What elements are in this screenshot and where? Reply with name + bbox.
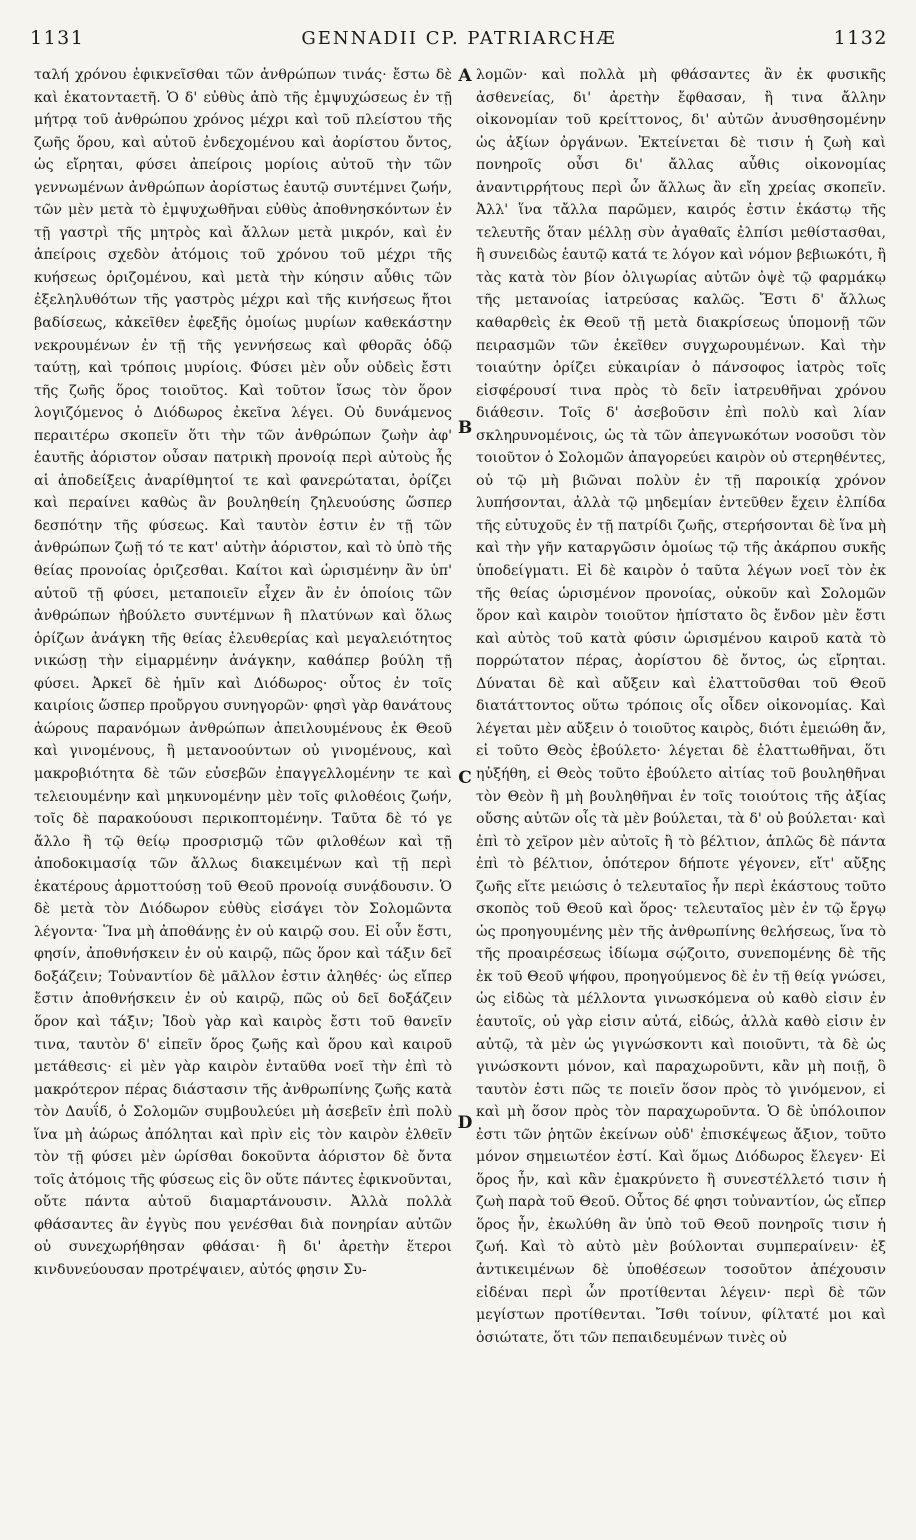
right-text-column — [476, 64, 886, 1494]
section-marker-a: A — [458, 66, 472, 86]
section-marker-b: B — [457, 418, 473, 438]
page-number-right: 1132 — [833, 27, 888, 49]
left-text-column — [34, 64, 452, 1494]
section-marker-c: C — [458, 768, 472, 788]
right-column-text: λομῶν· καὶ πολλὰ μὴ φθάσαντες ἂν ἐκ φυσικῆς ἀσθενείας, δι' ἀρετὴν ἔφθασαν, ἢ τινα ἄλλην οἰκονομίαν τοῦ κρείττονος, δι' αὐτῶν ἀνυσθησομένην ὡς ἀξίων ὀργάνων. Ἐκτείνεται δὲ τισιν ἡ ζωὴ καὶ πονηροῖς οὖσι δι' ἄλλας αὖθις οἰκονομίας ἀναντιρρήτους περὶ ὧν ἄλλως ἂν εἴη χρείας σκοπεῖν. Ἀλλ' ἵνα τἄλλα παρῶμεν, καιρός ἐστιν ἑκάστῳ τῆς τελευτῆς ὅταν μέλλῃ σὺν ἀγαθαῖς ἐλπίσι μεθίστασθαι, ἢ συνειδὼς ἑαυτῷ κατά τε λόγον καὶ νόμον βεβιωκότι, ἢ τὰς κατὰ τὸν βίον ὀλιγωρίας αὐτῶν ὀψὲ τῷ φαρμάκῳ τῆς μετανοίας ἰατρεύσας καλῶς. Ἔστι δ' ἄλλως καθαρθεὶς ἐκ Θεοῦ τῇ μετὰ διακρίσεως ὑπομονῇ τῶν πειρασμῶν τῶν ἐκεῖθεν συγχωρουμένων. Καὶ τὴν τοιαύτην ὁρίζει εὐκαιρίαν ὁ πάνσοφος ἰατρὸς τοῖς εἰσφέρουσί τινα πρὸς τὸ δεῖν ἰατρευθῆναι χρόνου διάθεσιν. Τοῖς δ' ἀσεβοῦσιν ἐπὶ πολὺ καὶ λίαν σκληρυνομένοις, ὡς τὰ τῶν ἀπεγνωκότων νοσοῦσι τὸν τοιοῦτον ὁ Σολομῶν ἀπαγορεύει καιρὸν οὐ στερηθέντες, οὐ τῷ μὴ βιῶναι πολὺν ἐν τῇ παροικίᾳ χρόνον λυπήσονται, ἀλλὰ τῷ μηδεμίαν ἐντεῦθεν ἔχειν ἐλπίδα τῆς εὐτυχοῦς ἐν τῇ πατρίδι ζωῆς, στερήσονται δὲ ἵνα μὴ καὶ τὴν γῆν καταργῶσιν ὁμοίως τῷ τῆς ἀκάρπου συκῆς ὑποδείγματι. Εἰ δὲ καιρὸν ὁ ταῦτα λέγων νοεῖ τὸν ἐκ τῆς θείας ὡρισμένον προνοίας, οὐκοῦν καὶ Σολομῶν ὅρον καὶ καιρὸν τοιοῦτον ἠπίστατο ὃς ἔνδον μὲν ἔστι καὶ αὐτὸς τοῦ κατὰ φύσιν ὡρισμένου καιροῦ κατὰ τὸ πορρώτατον πέρας, ἀορίστου δὲ ὄντος, ὡς εἴρηται. Δύναται δὲ καὶ αὔξειν καὶ ἐλαττοῦσθαι τοῦ Θεοῦ διατάττοντος οὕτω τρόποις οἷς οἶδεν οἰκονομίας. Καὶ λέγεται μὲν αὔξειν ὁ τοιοῦτος καιρὸς, διότι ἐμειώθη ἄν, εἰ τοῦτο Θεὸς ἐβούλετο· λέγεται δὲ ἐλαττωθῆναι, ὅτι ηὐξήθη, εἰ Θεὸς τοῦτο ἐβούλετο αἰτίας τοῦ βουληθῆναι τὸν Θεὸν ἢ μὴ βουληθῆναι ἐν τοῖς τοιούτοις τῆς ἀξίας οὔσης αὐτῶν οἷς τὰ μὲν βούλεται, τὰ δ' οὐ βούλεται· καὶ ἐπὶ τὸ χεῖρον μὲν αὐτοῖς ἢ τὸ βέλτιον, ἁπλῶς δὲ πάντα ἐπὶ τὸ βέλτιον, ὁπότερον δήποτε γέγονεν, εἴτ' αὔξης ζωῆς εἴτε μειώσις ὁ τελευταῖος ἦν περὶ ἑκάστους τοῦτο σκοπὸς τοῦ Θεοῦ καὶ ὅρος· τελευταῖος μὲν ἐν τῷ ἔργῳ ὡς προηγουμένης μὲν τῆς ἀνθρωπίνης θελήσεως, ἵνα τὸ τῆς προαιρέσεως ἰδίωμα σῴζοιτο, συνεπομένης δὲ τῆς ἐκ τοῦ Θεοῦ ψήφου, προηγούμενος δὲ ἐν τῇ θείᾳ γνώσει, ὡς εἰδὼς τὰ μέλλοντα γινωσκόμενα οὐ καθὸ εἰσιν ἐν ἑαυτοῖς, οὐ γὰρ εἰσιν αὐτά, εἰδώς, ἀλλὰ καθὸ εἰσιν ἐν αὐτῷ, τὰ μὲν ὡς γιγνώσκοντι καὶ ποιοῦντι, τὰ δὲ ὡς γινώσκοντι μόνον, καὶ παραχωροῦντι, κἂν μὴ ποιῇ, ὃ ταυτὸν ἐστι πῶς τε ποιεῖν ὅσον πρὸς τὸ γινόμενον, εἰ καὶ μὴ ὅσον πρὸς τὸν παραχωροῦντα. Ὁ δὲ ὑπόλοιπον ἐστι τῶν ῥητῶν ἐκείνων οὐδ' ἐπισκέψεως ἄξιον, τοῦτο μόνον σημειωτέον ἐστί. Καὶ ὅμως Διόδωρος ἔλεγεν· Εἰ ὅρος ἦν, καὶ κἂν ἐμακρύνετο ἢ συνεστέλλετό τισιν ἡ ζωὴ παρὰ τοῦ Θεοῦ. Οὗτος δέ φησι τοὐναντίον, ὡς εἴπερ ὅρος ἦν, ἐκωλύθη ἂν ὑπὸ τοῦ Θεοῦ πονηροῖς τισιν ἡ ζωή. Καὶ τὸ αὐτὸ μὲν βούλονται συμπεραίνειν· ἐξ ἀντικειμένων δὲ ὑποθέσεων τοσοῦτον ἀπέχουσιν εἰδέναι περὶ ὧν προτίθενται λέγειν· περὶ δὲ τῶν μεγίστων προτίθενται. Ἴσθι τοίνυν, φίλτατέ μοι καὶ ὁσιώτατε, ὅτι τῶν πεπαιδευμένων τινὲς οὐ — [476, 67, 886, 1346]
running-title: GENNADII CP. PATRIARCHÆ — [301, 27, 617, 49]
section-marker-d: D — [457, 1113, 473, 1133]
page-number-left: 1131 — [30, 27, 85, 49]
left-column-text: ταλή χρόνου ἐφικνεῖσθαι τῶν ἀνθρώπων τινάς· ἔστω δὲ καὶ ἑκατονταετῆ. Ὁ δ' εὐθὺς ἀπὸ τῆς ἐμψυχώσεως ἐν τῇ μήτρᾳ τοῦ ἀνθρώπου χρόνος μέχρι καὶ τοῦ πλείστου τῆς ζωῆς ὅρου, καὶ αὐτοῦ ἐνδεχομένου καὶ ἀορίστου ὄντος, ὡς εἴρηται, φύσει ἀπείροις μορίοις αὐτοῦ τὴν τῶν γεννωμένων ἀνθρώπων ἀορίστως ἑαυτῷ συντέμνει ζωήν, τῶν μὲν μετὰ τὸ ἐμψυχωθῆναι εὐθὺς ἀποθνησκόντων ἐν τῇ γαστρὶ τῆς μητρὸς καὶ ἄλλων μετὰ μικρόν, καὶ ἐν ἀπείροις σχεδὸν ἀτόμοις τοῦ χρόνου τοῦ μέχρι τῆς κυήσεως ὁριζομένου, καὶ μετὰ τὴν κύησιν αὖθις τῶν ἐξεληλυθότων τῆς γαστρὸς μέχρι καὶ τῆς κινήσεως ἤτοι βαδίσεως, κἀκεῖθεν ἐφεξῆς ὁμοίως μυρίων καθεκάστην νεκρουμένων ἐν τῇ τῆς γεννήσεως καὶ φθορᾶς ὁδῷ ταύτῃ, καὶ τρόποις μυρίοις. Φύσει μὲν οὖν οὐδεὶς ἔστι τῆς ζωῆς ὅρος τοιοῦτος. Καὶ τοῦτον ἴσως τὸν ὅρον λογιζόμενος ὁ Διόδωρος ἐκεῖνα λέγει. Οὐ δυνάμενος περαιτέρω σκοπεῖν ὅτι τὴν τῶν ἀνθρώπων ζωὴν ἀφ' ἑαυτῆς ἀόριστον οὖσαν πατρικὴ προνοίᾳ περὶ αὐτοὺς ἧς αἱ ἀποδείξεις ἀναρίθμητοί τε καὶ φανερώταται, ὁρίζει καὶ περαίνει καθὼς ἂν βουληθείη ζηλευούσης ὥσπερ δεσπότην τῆς φύσεως. Καὶ ταυτὸν ἐστιν ἐν τῇ τῶν ἀνθρώπων ζωῇ τό τε κατ' αὐτὴν ἀόριστον, καὶ τὸ ὑπὸ τῆς θείας προνοίας ὁριζεσθαι. Καίτοι καὶ ὡρισμένην ἂν ὑπ' αὐτοῦ τῇ φύσει, μεταποιεῖν εἶχεν ἂν ἐν ὁποίοις τῶν ἀνθρώπων ἠβούλετο συντέμνων ἢ πλατύνων καὶ ὅλως ὁρίζων ἀνάγκη τῆς θείας ἐλευθερίας καὶ μεγαλειότητος νικώσῃ τὴν εἱμαρμένην ἀνάγκην, καθάπερ βούλη τῇ φύσει. Ἀρκεῖ δὲ ἡμῖν καὶ Διόδωρος· οὗτος ἐν τοῖς καιρίοις ὥσπερ προὔργου συνηγορῶν· φησὶ γὰρ θανάτους ἀώρους παρανόμων ἀνθρώπων ἀπειλουμένους ἐκ Θεοῦ καὶ γινομένους, ἢ μετανοούντων οὐ γινομένους, καὶ μακροβιότητα δὲ τῶν εὐσεβῶν ἐπαγγελλομένην τε καὶ τελειουμένην καὶ μηκυνομένην μὲν τοῖς φιλοθέοις ζωήν, τοῖς δὲ παρακούουσι περικοπτομένην. Ταῦτα δὲ τό γε ἄλλο ἢ τῷ θείῳ προσρισμῷ τῶν φιλοθέων καὶ τῇ ἀποδοκιμασίᾳ τῶν ἄλλως διακειμένων καὶ τῇ περὶ ἑκατέρους ἁρμοττούσῃ τοῦ Θεοῦ προνοίᾳ συνᾴδουσιν. Ὁ δὲ μετὰ τὸν Διόδωρον εὐθὺς εἰσάγει τὸν Σολομῶντα λέγοντα· Ἵνα μὴ ἀποθάνῃς ἐν οὐ καιρῷ σου. Εἰ οὖν ἔστι, φησίν, ἀποθνήσκειν ἐν οὐ καιρῷ, πῶς ὅρον καὶ τάξιν δεῖ δοξάζειν; Τοὐναντίον δὲ μᾶλλον ἐστιν ἀληθές· ὡς εἴπερ ἔστιν ἀποθνήσκειν ἐν οὐ καιρῷ, πῶς οὐ δεῖ δοξάζειν ὅρον καὶ τάξιν; Ἰδοὺ γὰρ καὶ καιρὸς ἔστι τοῦ θανεῖν τινα, ταυτὸν δ' εἰπεῖν ὅρος ζωῆς καὶ ὅρου καὶ καιροῦ μετάθεσις· εἰ μὲν γὰρ καιρὸν ἐνταῦθα νοεῖ τὴν ἐπὶ τὸ μακρότερον πέρας διάστασιν τῆς ἀνθρωπίνης ζωῆς κατὰ τὸν Δαυΐδ, ὁ Σολομῶν συμβουλεύει μὴ ἀσεβεῖν ἐπὶ πολὺ ἵνα μὴ ἀώρως ἀπόληται καὶ πρὶν εἰς τὸν καιρὸν ἐλθεῖν τὸν τῇ φύσει μὲν ὡρίσθαι δοκοῦντα ἀόριστον δὲ ὄντα τοῖς ἀτόμοις τῆς φύσεως εἰς ὃν οὔτε πάντες ἐφικνοῦνται, οὔτε πάντα αὐτοῦ διαμαρτάνουσιν. Ἀλλὰ πολλὰ φθάσαντες ἂν ἐγγὺς που γενέσθαι διὰ πονηρίαν αὐτῶν οὐ συνεχωρήθησαν φθάσαι· ἢ δι' ἀρετὴν ἕτεροι κινδυνεύουσαν προτρέψαιεν, αὐτός φησιν Συ- — [34, 67, 452, 1278]
running-header — [30, 24, 888, 52]
